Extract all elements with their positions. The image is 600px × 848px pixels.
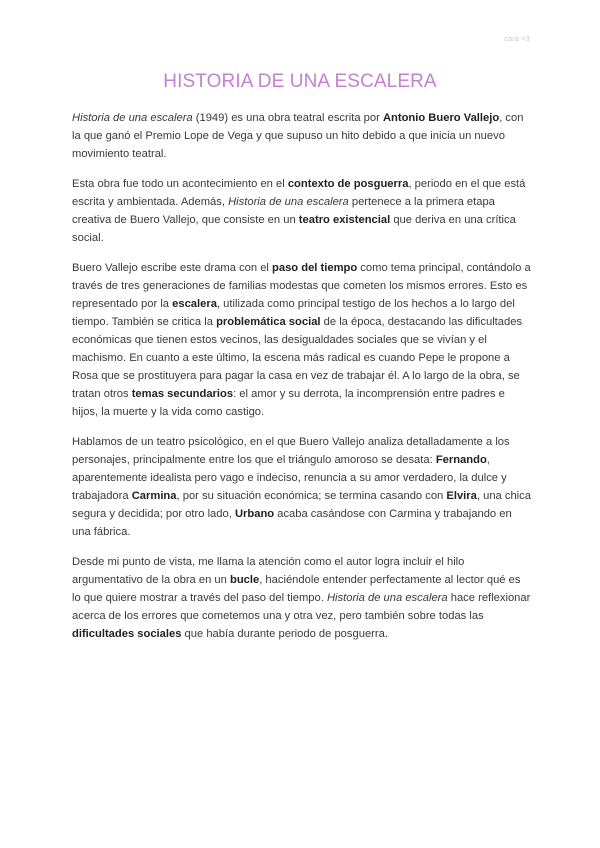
bold-term: dificultades sociales [72, 628, 182, 640]
text-run: Desde mi punto de vista, me llama la atención como el autor logra incluir el hilo argumentativo de la obra en un [72, 556, 465, 586]
text-run: Buero Vallejo escribe este drama con el [72, 262, 273, 274]
text-run: que había durante periodo de posguerra. [181, 628, 388, 640]
paragraph-themes [72, 259, 532, 421]
bold-term: paso del tiempo [272, 262, 358, 274]
italic-title: Historia de una escalera [326, 592, 448, 604]
text-run: que deriva en una crítica social. [72, 214, 516, 244]
text-run: : el amor y su derrota, la incomprensión entre padres e hijos, la muerte y la vida como castigo. [72, 388, 505, 418]
text-run: (1949) es una obra teatral escrita por [192, 112, 383, 124]
italic-title: Historia de una escalera [228, 196, 349, 208]
bold-term: Antonio Buero Vallejo [382, 112, 500, 124]
bold-term: bucle [229, 574, 260, 586]
text-run: como tema principal, contándolo a través de tres generaciones de familias modestas que cometen los mismos errores. Esto es representado por la [72, 262, 531, 310]
bold-term: teatro existencial [298, 214, 391, 226]
text-run: , haciéndole entender perfectamente al lector qué es lo que quiere mostrar a través del paso del tiempo. [72, 574, 521, 604]
text-run: , con la que ganó el Premio Lope de Vega y que supuso un hito debido a que inicia un nuevo movimiento teatral. [72, 112, 524, 160]
italic-title: Historia de una escalera [72, 112, 193, 124]
page-mark: cara <3 [504, 36, 530, 43]
text-run: Hablamos de un teatro psicológico, en el que Buero Vallejo analiza detalladamente a los personajes, principalmente entre los que el triángulo amoroso se desata: [72, 436, 510, 466]
text-run: hace reflexionar acerca de los errores que cometemos una y otra vez, pero también sobre todas las [72, 592, 531, 622]
text-run: Esta obra fue todo un acontecimiento en el [72, 178, 288, 190]
paragraph-opinion [72, 553, 532, 643]
bold-term: temas secundarios [131, 388, 234, 400]
document-body [72, 109, 532, 655]
document-title: HISTORIA DE UNA ESCALERA [163, 71, 437, 92]
bold-term: problemática social [216, 316, 321, 328]
text-run: acaba casándose con Carmina y trabajando en una fábrica. [72, 508, 512, 538]
paragraph-context [72, 175, 532, 247]
bold-term: Fernando [435, 454, 487, 466]
paragraph-characters [72, 433, 532, 541]
paragraph-intro [72, 109, 532, 163]
bold-term: Urbano [234, 508, 275, 520]
text-run: pertenece a la primera etapa creativa de Buero Vallejo, que consiste en un [72, 196, 495, 226]
bold-term: Carmina [131, 490, 177, 502]
bold-term: Elvira [446, 490, 477, 502]
bold-term: escalera [172, 298, 217, 310]
text-run: , aparentemente idealista pero vago e indeciso, renuncia a su amor verdadero, la dulce y trabajadora [72, 454, 507, 502]
text-run: , utilizada como principal testigo de los hechos a lo largo del tiempo. También se critica la [72, 298, 515, 328]
bold-term: contexto de posguerra [287, 178, 409, 190]
text-run: de la época, destacando las dificultades económicas que tienen estos vecinos, las desigualdades sociales que se vivían y el machismo. En cuanto a este último, la escena más radical es cuando Pepe le propone a Rosa que se prostituyera para pagar la casa en vez de trabajar él. A lo largo de la obra, se tratan otros [72, 316, 523, 400]
text-run: , periodo en el que está escrita y ambientada. Además, [72, 178, 526, 208]
text-run: , una chica segura y decidida; por otro lado, [72, 490, 531, 520]
text-run: , por su situación económica; se termina casando con [176, 490, 447, 502]
